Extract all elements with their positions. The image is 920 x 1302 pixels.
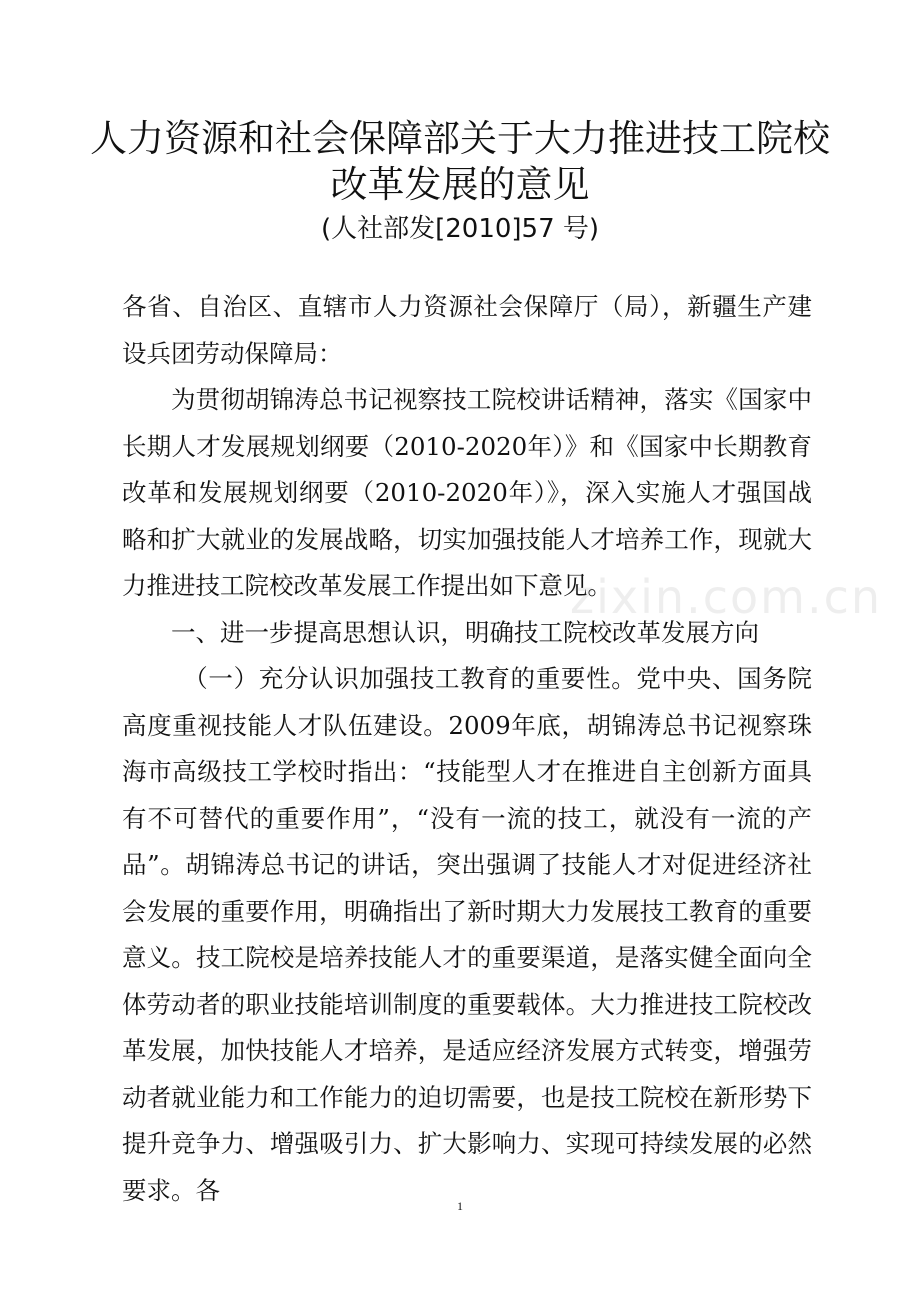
- document-number: (人社部发[2010]57 号): [320, 214, 600, 244]
- section-heading: 一、进一步提高思想认识，明确技工院校改革发展方向: [171, 617, 759, 647]
- intro-paragraph: 为贯彻胡锦涛总书记视察技工院校讲话精神，落实《国家中长期人才发展规划纲要（2010-2020年）》和《国家中长期教育改革和发展规划纲要（2010-2020年）》，深入实施人才强国战略和扩大就业的发展战略，切实加强技能人才培养工作，现就大力推进技工院校改革发展工作提出如下意见。: [122, 385, 812, 600]
- document-title-line-2: 改革发展的意见: [330, 163, 590, 206]
- document-title-line-1: 人力资源和社会保障部关于大力推进技工院校: [90, 117, 830, 160]
- document-body: [122, 284, 812, 1214]
- body-paragraph: （一）充分认识加强技工教育的重要性。党中央、国务院高度重视技能人才队伍建设。2009年底，胡锦涛总书记视察珠海市高级技工学校时指出：“技能型人才在推进自主创新方面具有不可替代的重要作用”，“没有一流的技工，就没有一流的产品”。胡锦涛总书记的讲话，突出强调了技能人才对促进经济社会发展的重要作用，明确指出了新时期大力发展技工教育的重要意义。技工院校是培养技能人才的重要渠道，是落实健全面向全体劳动者的职业技能培训制度的重要载体。大力推进技工院校改革发展，加快技能人才培养，是适应经济发展方式转变，增强劳动者就业能力和工作能力的迫切需要，也是技工院校在新形势下提升竞争力、增强吸引力、扩大影响力、实现可持续发展的必然要求。各: [122, 664, 812, 1205]
- addressee: 各省、自治区、直辖市人力资源社会保障厅（局），新疆生产建设兵团劳动保障局：: [122, 292, 812, 368]
- page-number: 1: [457, 1199, 463, 1213]
- watermark: zixin.com.cn: [570, 570, 883, 624]
